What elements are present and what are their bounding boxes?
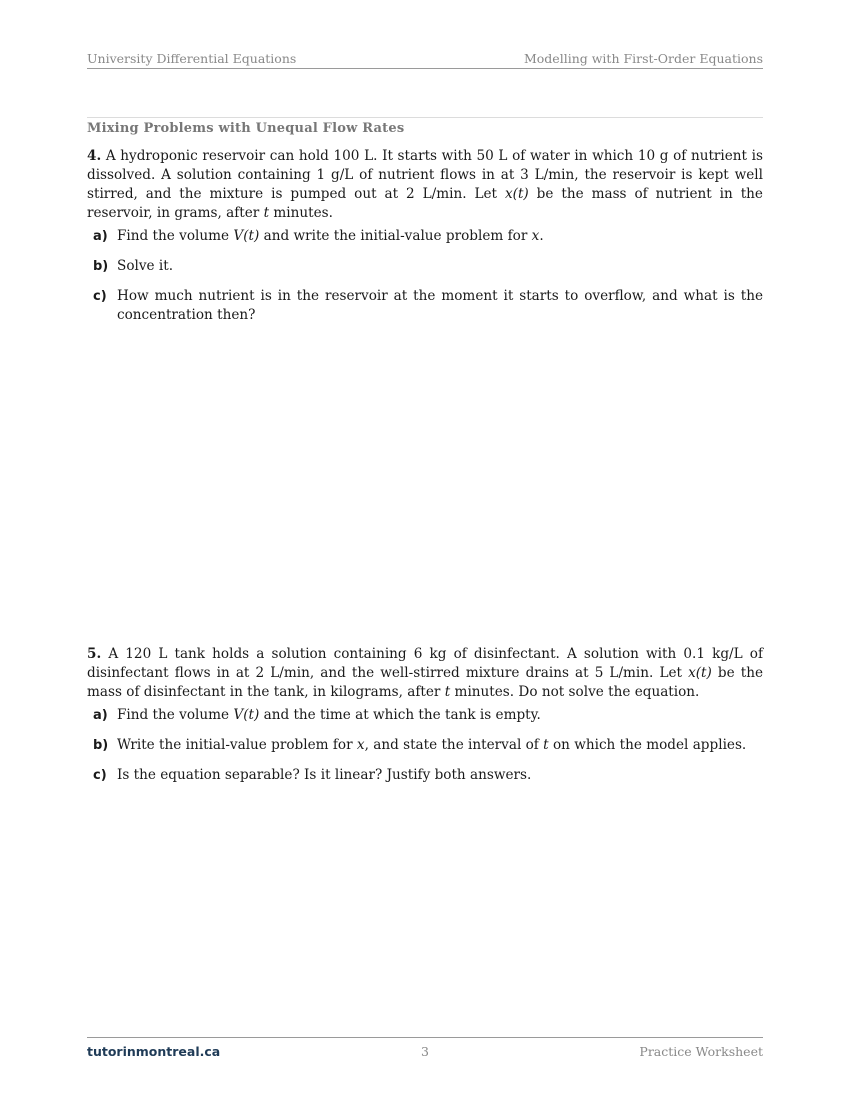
part-c [87,766,763,785]
section-title: Mixing Problems with Unequal Flow Rates [87,121,405,136]
part-text: , and state the interval of [364,737,544,753]
math-var: V(t) [233,228,260,244]
footer-site-link[interactable]: tutorinmontreal.ca [87,1044,221,1059]
stem-text: minutes. [269,205,333,221]
stem-text: A 120 L tank holds a solution containing 6 kg of disinfectant. A solution with 0.1 kg/L of disinfectant flows in at 2 L/min, and the well-stirred mixture drains at 5 L/min. Let [87,646,763,681]
math-var: x(t) [504,186,529,202]
part-text: and the time at which the tank is empty. [259,707,541,723]
header-chapter-title: Modelling with First-Order Equations [523,51,763,66]
part-label: a) [93,708,108,723]
stem-text: A hydroponic reservoir can hold 100 L. It starts with 50 L of water in which 10 g of nutrient is dissolved. A solution containing 1 g/L of nutrient flows in at 3 L/min, the reservoir is kept well stirred, and the mixture is pumped out at 2 L/min. Let [87,148,763,202]
part-label: c) [93,289,107,304]
part-a [87,706,763,725]
part-text: . [539,228,544,244]
part-label: b) [93,259,109,274]
part-b [87,736,763,755]
math-var: x [531,228,540,244]
part-text: Solve it. [117,258,174,274]
footer-doc-type: Practice Worksheet [639,1044,763,1059]
part-text: Find the volume [117,228,234,244]
part-label: b) [93,738,109,753]
part-label: a) [93,229,108,244]
page-footer [87,1037,763,1058]
part-label: c) [93,768,107,783]
page-header [87,50,763,69]
part-a [87,227,763,246]
problem-5-stem [87,645,763,702]
problem-number: 5. [87,646,102,662]
problem-5-parts [87,706,763,796]
problem-number: 4. [87,148,102,164]
problem-4-stem [87,147,763,223]
part-text: on which the model applies. [548,737,747,753]
section-divider [87,117,763,118]
page-number: 3 [421,1044,429,1059]
header-course-title: University Differential Equations [87,51,297,66]
part-text: and write the initial-value problem for [259,228,532,244]
math-var: t [263,205,270,221]
math-var: t [444,684,451,700]
math-var: x(t) [688,665,712,681]
stem-text: be the mass of nutrient in the reservoir, in grams, after [87,186,763,221]
problem-4-parts [87,227,763,336]
part-c [87,287,763,325]
math-var: t [543,737,549,753]
part-text: Is the equation separable? Is it linear? Justify both answers. [117,767,532,783]
part-text: Find the volume [117,707,234,723]
math-var: x [356,737,365,753]
part-text: How much nutrient is in the reservoir at the moment it starts to overflow, and what is the concentration then? [117,288,763,323]
stem-text: be the mass of disinfectant in the tank, in kilograms, after [87,665,763,700]
stem-text: minutes. Do not solve the equation. [450,684,700,700]
math-var: V(t) [233,707,260,723]
part-text: Write the initial-value problem for [117,737,357,753]
part-b [87,257,763,276]
